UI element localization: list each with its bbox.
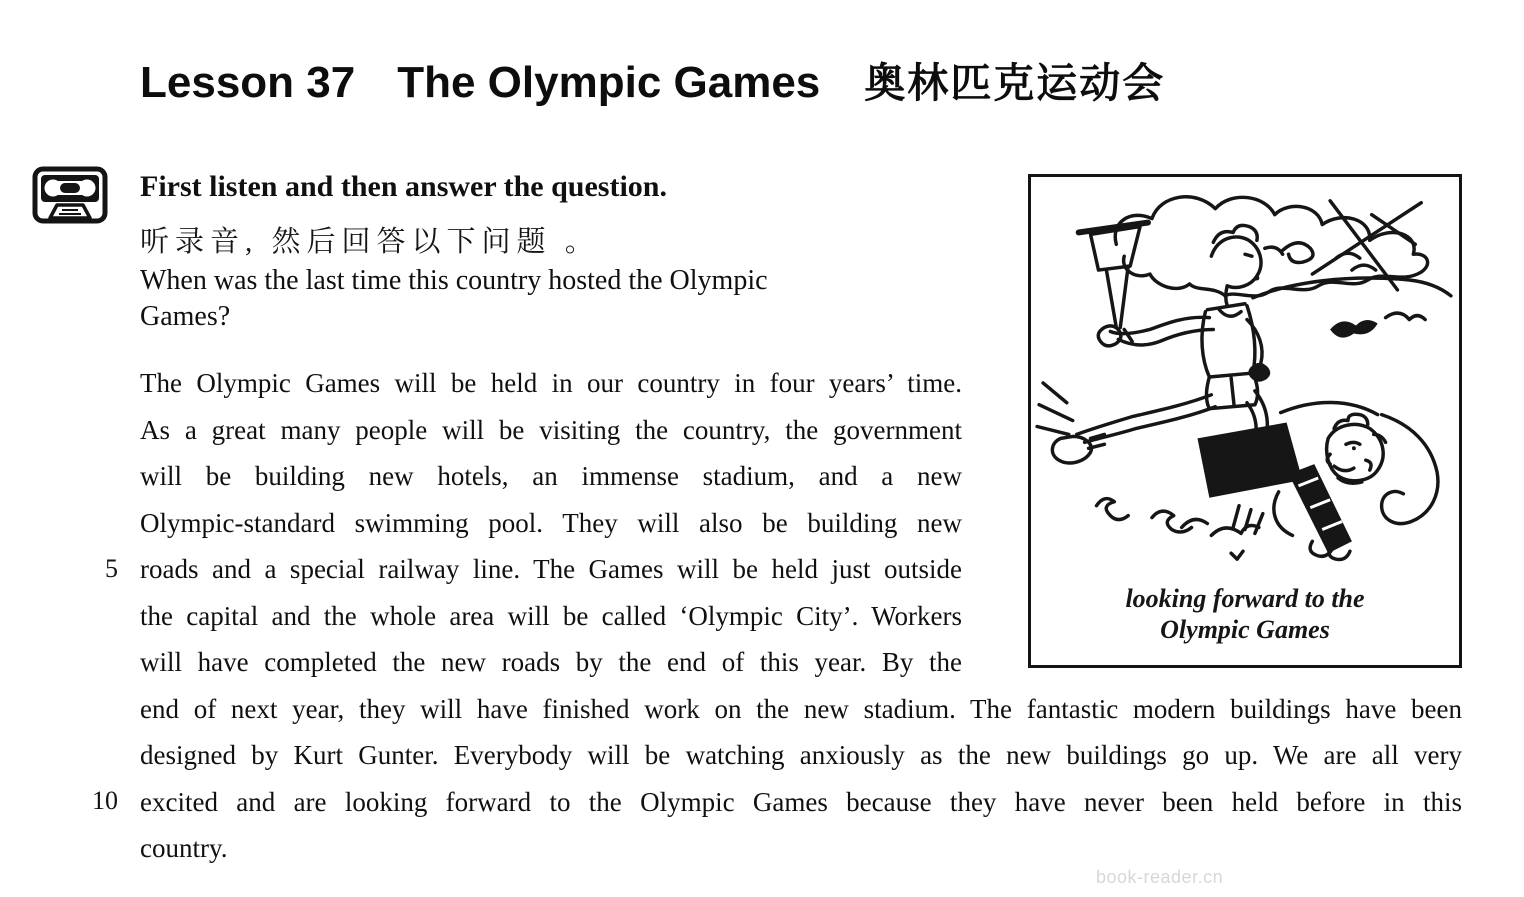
text-line: end of next year, they will have finished work on the new stadium. The fantastic modern buildings have been xyxy=(140,693,1462,724)
listen-instruction-chinese: 听录音, 然后回答以下问题 。 xyxy=(140,226,600,258)
margin-line-number-5: 5 xyxy=(105,554,118,583)
question-line: Games? xyxy=(140,301,231,332)
figure-caption xyxy=(1031,583,1459,645)
listen-instruction: First listen and then answer the question. xyxy=(140,170,667,203)
comprehension-question xyxy=(140,263,980,335)
illustration-figure xyxy=(1028,174,1462,668)
text-line: The Olympic Games will be held in our country in four years’ time. xyxy=(140,368,962,398)
text-line: the capital and the whole area will be called ‘Olympic City’. Workers xyxy=(140,600,962,631)
cassette-icon xyxy=(32,166,108,224)
figure-caption-line: Olympic Games xyxy=(1160,615,1330,644)
text-line: will be building new hotels, an immense stadium, and a new xyxy=(140,461,962,491)
text-line: excited and are looking forward to the Olympic Games because they have never been held before in this xyxy=(140,786,1462,817)
businessman-runner xyxy=(1197,402,1437,559)
text-line: roads and a special railway line. The Games will be held just outside xyxy=(140,554,962,584)
lesson-title-english: The Olympic Games xyxy=(397,58,821,107)
text-line: designed by Kurt Gunter. Everybody will be watching anxiously as the new buildings go up. We are all very xyxy=(140,740,1462,770)
text-line: country. xyxy=(140,833,228,863)
ground-scribbles xyxy=(1097,499,1263,560)
lesson-number: Lesson 37 xyxy=(140,58,356,107)
lesson-title-chinese: 奥林匹克运动会 xyxy=(864,60,1166,106)
text-line: As a great many people will be visiting the country, the government xyxy=(140,414,962,445)
watermark: book-reader.cn xyxy=(1096,867,1224,887)
text-line: will have completed the new roads by the end of this year. By the xyxy=(140,647,962,677)
figure-caption-line: looking forward to the xyxy=(1125,584,1365,613)
question-line: When was the last time this country hosted the Olympic xyxy=(140,265,768,296)
text-line: Olympic-standard swimming pool. They will also be building new xyxy=(140,507,962,538)
olympic-torch xyxy=(1079,223,1148,346)
page-title xyxy=(140,50,1165,109)
margin-line-number-10: 10 xyxy=(92,786,118,815)
torch-runner xyxy=(1037,225,1283,465)
olympic-runners-drawing xyxy=(1031,179,1459,575)
